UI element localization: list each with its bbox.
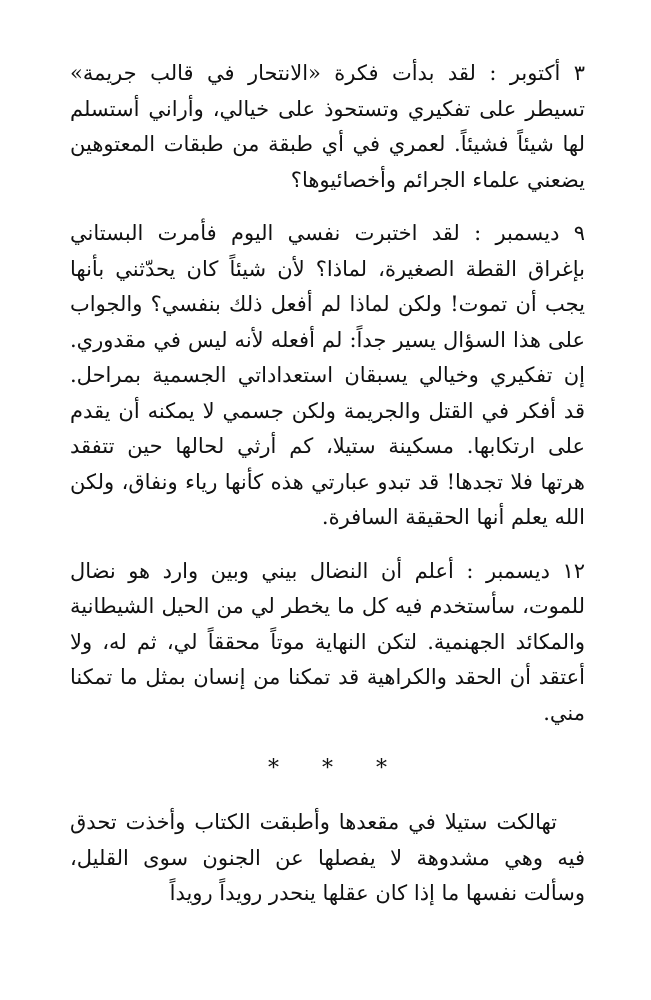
entry-date: ٩ ديسمبر — [495, 221, 586, 245]
section-separator: * * * — [268, 756, 405, 781]
diary-entry-december-12 — [70, 554, 585, 732]
diary-entry-october-3 — [70, 56, 585, 198]
entry-date: ١٢ ديسمبر — [485, 558, 585, 583]
entry-date: ٣ أكتوبر — [509, 61, 586, 85]
book-page — [70, 56, 585, 912]
entry-text: : لقد اختبرت نفسي اليوم فأمرت البستاني بإغراق القطة الصغيرة، لماذا؟ لأن شيئاً كان يحدّثني بأنها يجب أن تموت! ولكن لماذا لم أفعل ذلك بنفسي؟ والجواب على هذا السؤال يسير جداً: لم أفعله لأنه ليس في مقدوري. إن تفكيري وخيالي يسبقان استعداداتي الجسمية بمراحل. قد أفكر في القتل والجريمة ولكن جسمي لا يمكنه أن يقدم على ارتكابها. مسكينة ستيلا، كم أرثي لحالها حين تتفقد هرتها فلا تجدها! قد تبدو عبارتي هذه كأنها رياء ونفاق، ولكن الله يعلم أنها الحقيقة السافرة. — [70, 221, 585, 529]
diary-entry-december-9 — [70, 216, 585, 536]
narration-paragraph: تهالكت ستيلا في مقعدها وأطبقت الكتاب وأخذت تحدق فيه وهي مشدوهة لا يفصلها عن الجنون سوى القليل، وسألت نفسها ما إذا كان عقلها ينحدر رويداً رويداً — [70, 810, 585, 905]
entry-text: : لقد بدأت فكرة «الانتحار في قالب جريمة» تسيطر على تفكيري وتستحوذ على خيالي، وأراني أستسلم لها شيئاً فشيئاً. لعمري في أي طبقة من طبقات المعتوهين يضعني علماء الجرائم وأخصائيوها؟ — [70, 61, 585, 192]
entry-text: : أعلم أن النضال بيني وبين وارد هو نضال للموت، سأستخدم فيه كل ما يخطر لي من الحيل الشيطانية والمكائد الجهنمية. لتكن النهاية موتاً محققاً لي، ثم له، ولا أعتقد أن الحقد والكراهية قد تمكنا من إنسان بمثل ما تمكنا مني. — [70, 558, 585, 725]
